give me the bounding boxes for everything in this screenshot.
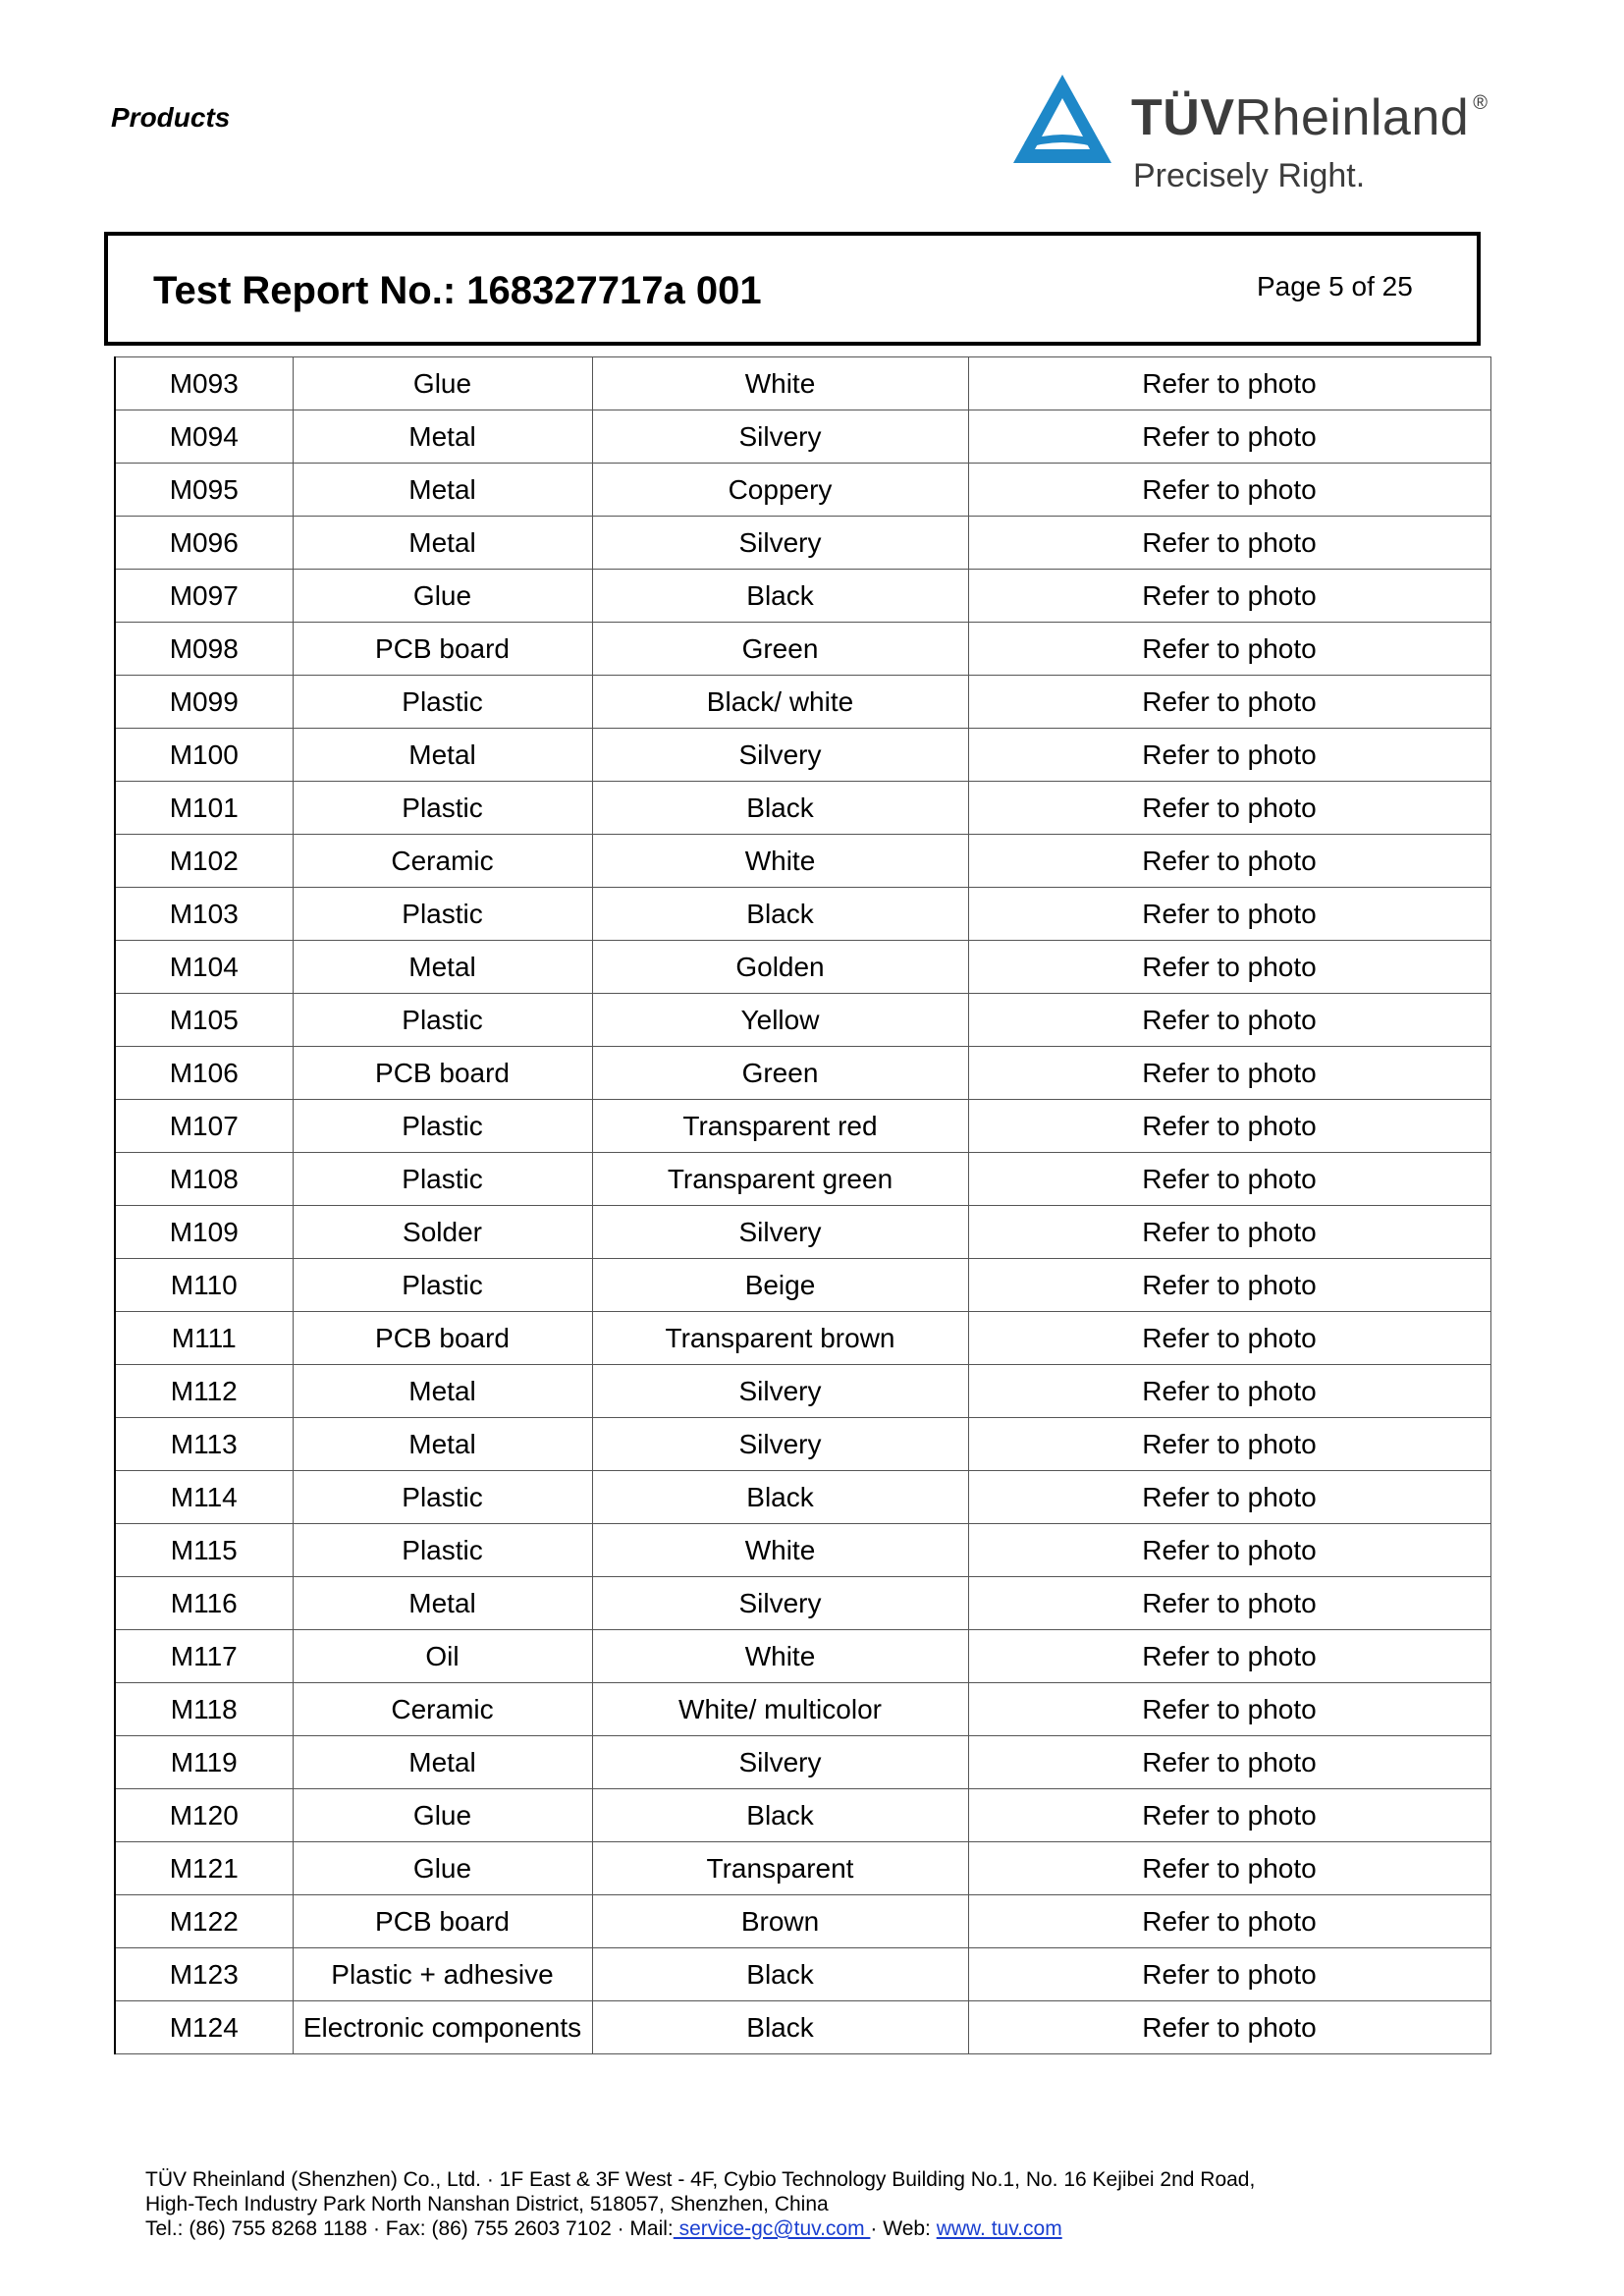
table-row [115, 410, 1490, 464]
cell-color: White/ multicolor [592, 1683, 968, 1736]
footer-web-link[interactable]: www. tuv.com [936, 2217, 1062, 2240]
cell-item-id: M118 [115, 1683, 293, 1736]
cell-color: Brown [592, 1895, 968, 1948]
cell-photo-reference: Refer to photo [968, 570, 1490, 623]
cell-photo-reference: Refer to photo [968, 1736, 1490, 1789]
cell-material: Plastic [293, 1153, 592, 1206]
cell-material: Plastic [293, 1259, 592, 1312]
cell-item-id: M123 [115, 1948, 293, 2001]
cell-photo-reference: Refer to photo [968, 888, 1490, 941]
section-label: Products [111, 102, 231, 133]
table-row [115, 1153, 1490, 1206]
table-row [115, 1895, 1490, 1948]
table-row [115, 1577, 1490, 1630]
cell-photo-reference: Refer to photo [968, 1153, 1490, 1206]
table-row [115, 1206, 1490, 1259]
cell-material: Metal [293, 729, 592, 782]
cell-material: Metal [293, 1577, 592, 1630]
cell-photo-reference: Refer to photo [968, 1524, 1490, 1577]
cell-item-id: M112 [115, 1365, 293, 1418]
table-row [115, 1100, 1490, 1153]
cell-photo-reference: Refer to photo [968, 1365, 1490, 1418]
table-row [115, 782, 1490, 835]
report-header-box [104, 232, 1481, 346]
footer-web-prefix: · Web: [870, 2217, 937, 2240]
cell-item-id: M098 [115, 623, 293, 676]
cell-color: White [592, 357, 968, 410]
cell-color: Coppery [592, 464, 968, 517]
footer-mail-link[interactable]: service-gc@tuv.com [673, 2217, 871, 2240]
cell-item-id: M111 [115, 1312, 293, 1365]
cell-item-id: M103 [115, 888, 293, 941]
footer-contact-prefix: Tel.: (86) 755 8268 1188 · Fax: (86) 755 2603 7102 · Mail: [145, 2217, 674, 2240]
table-row [115, 888, 1490, 941]
cell-color: Black [592, 1948, 968, 2001]
cell-photo-reference: Refer to photo [968, 1683, 1490, 1736]
report-title: Test Report No.: 168327717a 001 [153, 269, 762, 312]
cell-photo-reference: Refer to photo [968, 1895, 1490, 1948]
cell-item-id: M122 [115, 1895, 293, 1948]
table-row [115, 1312, 1490, 1365]
cell-item-id: M116 [115, 1577, 293, 1630]
tuv-rheinland-logo [1011, 67, 1492, 204]
cell-material: PCB board [293, 623, 592, 676]
cell-color: Black [592, 1789, 968, 1842]
cell-material: Plastic [293, 888, 592, 941]
cell-item-id: M121 [115, 1842, 293, 1895]
materials-table [114, 356, 1491, 2054]
table-row [115, 570, 1490, 623]
cell-item-id: M115 [115, 1524, 293, 1577]
cell-material: Metal [293, 464, 592, 517]
cell-photo-reference: Refer to photo [968, 1577, 1490, 1630]
cell-color: Silvery [592, 410, 968, 464]
cell-color: Golden [592, 941, 968, 994]
cell-item-id: M100 [115, 729, 293, 782]
cell-item-id: M094 [115, 410, 293, 464]
cell-photo-reference: Refer to photo [968, 357, 1490, 410]
cell-material: PCB board [293, 1047, 592, 1100]
cell-material: Electronic components [293, 2001, 592, 2054]
cell-item-id: M095 [115, 464, 293, 517]
footer-address-line-1: TÜV Rheinland (Shenzhen) Co., Ltd. · 1F East & 3F West - 4F, Cybio Technology Building No.1, No. 16 Kejibei 2nd Road, [145, 2168, 1256, 2191]
cell-color: Black [592, 782, 968, 835]
table-row [115, 1471, 1490, 1524]
cell-color: Silvery [592, 1736, 968, 1789]
cell-item-id: M096 [115, 517, 293, 570]
cell-color: Black [592, 2001, 968, 2054]
cell-photo-reference: Refer to photo [968, 1100, 1490, 1153]
cell-material: Metal [293, 517, 592, 570]
cell-color: Green [592, 1047, 968, 1100]
cell-item-id: M101 [115, 782, 293, 835]
cell-item-id: M107 [115, 1100, 293, 1153]
table-row [115, 1842, 1490, 1895]
cell-material: Solder [293, 1206, 592, 1259]
cell-color: White [592, 1524, 968, 1577]
cell-item-id: M113 [115, 1418, 293, 1471]
table-row [115, 464, 1490, 517]
cell-color: Green [592, 623, 968, 676]
cell-item-id: M097 [115, 570, 293, 623]
cell-color: Silvery [592, 1365, 968, 1418]
cell-color: Black [592, 888, 968, 941]
cell-photo-reference: Refer to photo [968, 1789, 1490, 1842]
cell-material: Oil [293, 1630, 592, 1683]
cell-material: Metal [293, 1365, 592, 1418]
cell-item-id: M114 [115, 1471, 293, 1524]
cell-photo-reference: Refer to photo [968, 835, 1490, 888]
table-row [115, 1365, 1490, 1418]
footer [145, 2167, 1255, 2241]
table-row [115, 1259, 1490, 1312]
cell-color: Beige [592, 1259, 968, 1312]
cell-item-id: M106 [115, 1047, 293, 1100]
cell-material: Glue [293, 357, 592, 410]
cell-photo-reference: Refer to photo [968, 1047, 1490, 1100]
logo-tagline: Precisely Right. [1133, 157, 1366, 194]
cell-item-id: M120 [115, 1789, 293, 1842]
cell-color: Silvery [592, 517, 968, 570]
cell-item-id: M108 [115, 1153, 293, 1206]
cell-material: Plastic + adhesive [293, 1948, 592, 2001]
cell-color: Black [592, 570, 968, 623]
cell-color: Yellow [592, 994, 968, 1047]
cell-photo-reference: Refer to photo [968, 1948, 1490, 2001]
cell-photo-reference: Refer to photo [968, 1259, 1490, 1312]
logo-brand-bold: TÜV [1131, 89, 1235, 146]
table-row [115, 2001, 1490, 2054]
cell-material: Metal [293, 1736, 592, 1789]
cell-material: Metal [293, 941, 592, 994]
cell-item-id: M119 [115, 1736, 293, 1789]
table-row [115, 1418, 1490, 1471]
cell-color: Transparent red [592, 1100, 968, 1153]
cell-material: Ceramic [293, 835, 592, 888]
footer-contact-line [145, 2216, 1255, 2241]
cell-material: PCB board [293, 1312, 592, 1365]
cell-item-id: M105 [115, 994, 293, 1047]
cell-material: Glue [293, 570, 592, 623]
cell-color: Transparent green [592, 1153, 968, 1206]
table-row [115, 1524, 1490, 1577]
cell-photo-reference: Refer to photo [968, 941, 1490, 994]
cell-photo-reference: Refer to photo [968, 1206, 1490, 1259]
cell-item-id: M099 [115, 676, 293, 729]
cell-photo-reference: Refer to photo [968, 1471, 1490, 1524]
table-row [115, 994, 1490, 1047]
cell-item-id: M117 [115, 1630, 293, 1683]
cell-color: Silvery [592, 1418, 968, 1471]
table-row [115, 941, 1490, 994]
cell-item-id: M110 [115, 1259, 293, 1312]
cell-color: Black/ white [592, 676, 968, 729]
table-row [115, 1630, 1490, 1683]
table-row [115, 1948, 1490, 2001]
cell-photo-reference: Refer to photo [968, 623, 1490, 676]
table-row [115, 835, 1490, 888]
cell-material: Glue [293, 1842, 592, 1895]
table-row [115, 357, 1490, 410]
cell-photo-reference: Refer to photo [968, 410, 1490, 464]
table-row [115, 1736, 1490, 1789]
cell-material: Plastic [293, 676, 592, 729]
materials-table-body [115, 357, 1490, 2054]
cell-photo-reference: Refer to photo [968, 2001, 1490, 2054]
logo-brand [1131, 88, 1488, 147]
cell-material: PCB board [293, 1895, 592, 1948]
table-row [115, 1789, 1490, 1842]
cell-photo-reference: Refer to photo [968, 1630, 1490, 1683]
cell-material: Metal [293, 410, 592, 464]
cell-color: Silvery [592, 729, 968, 782]
cell-material: Plastic [293, 994, 592, 1047]
cell-material: Metal [293, 1418, 592, 1471]
table-row [115, 517, 1490, 570]
cell-photo-reference: Refer to photo [968, 1842, 1490, 1895]
triangle-logo-icon [1011, 73, 1113, 167]
logo-brand-rest: Rheinland [1234, 89, 1470, 146]
registered-mark: ® [1473, 92, 1489, 114]
cell-material: Ceramic [293, 1683, 592, 1736]
cell-photo-reference: Refer to photo [968, 782, 1490, 835]
cell-photo-reference: Refer to photo [968, 729, 1490, 782]
cell-color: Transparent [592, 1842, 968, 1895]
cell-item-id: M093 [115, 357, 293, 410]
page-indicator: Page 5 of 25 [1257, 271, 1413, 301]
cell-color: Black [592, 1471, 968, 1524]
cell-item-id: M102 [115, 835, 293, 888]
table-row [115, 623, 1490, 676]
cell-item-id: M109 [115, 1206, 293, 1259]
table-row [115, 729, 1490, 782]
cell-material: Plastic [293, 1524, 592, 1577]
cell-item-id: M124 [115, 2001, 293, 2054]
cell-photo-reference: Refer to photo [968, 1418, 1490, 1471]
cell-photo-reference: Refer to photo [968, 676, 1490, 729]
cell-color: White [592, 1630, 968, 1683]
footer-address-line-2: High-Tech Industry Park North Nanshan District, 518057, Shenzhen, China [145, 2193, 829, 2215]
cell-material: Plastic [293, 1100, 592, 1153]
cell-material: Plastic [293, 782, 592, 835]
cell-color: White [592, 835, 968, 888]
cell-photo-reference: Refer to photo [968, 994, 1490, 1047]
table-row [115, 1683, 1490, 1736]
cell-photo-reference: Refer to photo [968, 464, 1490, 517]
table-row [115, 676, 1490, 729]
cell-material: Glue [293, 1789, 592, 1842]
cell-color: Silvery [592, 1206, 968, 1259]
cell-color: Silvery [592, 1577, 968, 1630]
cell-photo-reference: Refer to photo [968, 517, 1490, 570]
cell-photo-reference: Refer to photo [968, 1312, 1490, 1365]
cell-color: Transparent brown [592, 1312, 968, 1365]
cell-item-id: M104 [115, 941, 293, 994]
table-row [115, 1047, 1490, 1100]
cell-material: Plastic [293, 1471, 592, 1524]
